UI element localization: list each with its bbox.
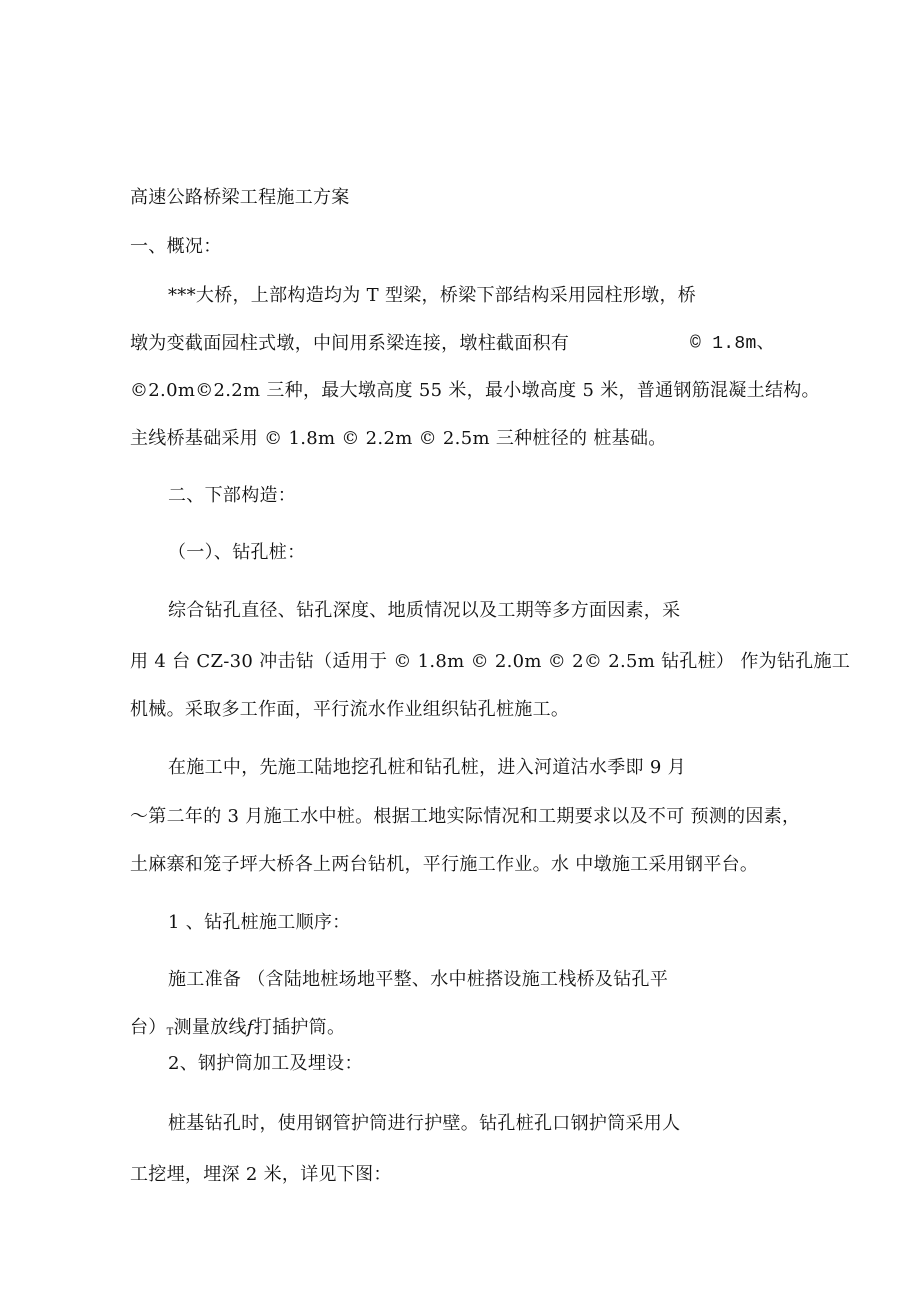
overview-paragraph-line-2: 墩为变截面园柱式墩，中间用系梁连接，墩柱截面积有: [130, 333, 570, 354]
bored-pile-paragraph-line-1: 综合钻孔直径、钻孔深度、地质情况以及工期等多方面因素，采: [168, 600, 681, 621]
document-title: 高速公路桥梁工程施工方案: [130, 187, 350, 208]
casing-paragraph-line-1: 桩基钻孔时，使用钢管护筒进行护壁。钻孔桩孔口钢护筒采用人: [168, 1113, 681, 1134]
section-heading-overview: 一、概况：: [130, 236, 222, 257]
sequence-arrow-glyph: T: [166, 1027, 174, 1038]
overview-paragraph-line-4: 主线桥基础采用 © 1.8m © 2.2m © 2.5m 三种桩径的 桩基础。: [130, 428, 667, 449]
item-heading-construction-sequence: 1 、钻孔桩施工顺序：: [168, 912, 351, 933]
bored-pile-paragraph-line-2: 用 4 台 CZ-30 冲击钻（适用于 © 1.8m © 2.0m © 2© 2.5m 钻孔桩） 作为钻孔施工: [130, 651, 851, 672]
sequence-paragraph-line-2: [130, 1016, 345, 1045]
sequence-text-a: 台）: [130, 1017, 167, 1038]
sequence-text-b: 测量放线: [173, 1017, 247, 1038]
subsection-heading-bored-pile: （一）、钻孔桩：: [168, 542, 306, 563]
construction-paragraph-line-3: 土麻寨和笼子坪大桥各上两台钻机，平行施工作业。水 中墩施工采用钢平台。: [130, 854, 759, 875]
construction-paragraph-line-1: 在施工中，先施工陆地挖孔桩和钻孔桩，进入河道沽水季即 9 月: [168, 757, 686, 778]
overview-paragraph-line-1: ***大桥，上部构造均为 T 型梁，桥梁下部结构采用园柱形墩，桥: [168, 285, 697, 306]
casing-paragraph-line-2: 工挖埋，埋深 2 米，详见下图：: [130, 1164, 392, 1185]
section-heading-substructure: 二、下部构造：: [168, 485, 297, 506]
overview-paragraph-line-2-tail: © 1.8m、: [690, 334, 775, 354]
construction-paragraph-line-2: ～第二年的 3 月施工水中桩。根据工地实际情况和工期要求以及不可 预测的因素，: [130, 806, 801, 827]
overview-paragraph-line-3: ©2.0m©2.2m 三种，最大墩高度 55 米，最小墩高度 5 米，普通钢筋混凝土结构。: [130, 380, 820, 401]
sequence-text-c: 打插护筒。: [253, 1017, 346, 1038]
item-heading-steel-casing: 2、钢护筒加工及埋设：: [168, 1053, 363, 1074]
sequence-paragraph-line-1: 施工准备 （含陆地桩场地平整、水中桩搭设施工栈桥及钻孔平: [168, 969, 669, 990]
sequence-arrow-glyph-f: f: [246, 1017, 254, 1038]
bored-pile-paragraph-line-3: 机械。采取多工作面，平行流水作业组织钻孔桩施工。: [130, 699, 570, 720]
